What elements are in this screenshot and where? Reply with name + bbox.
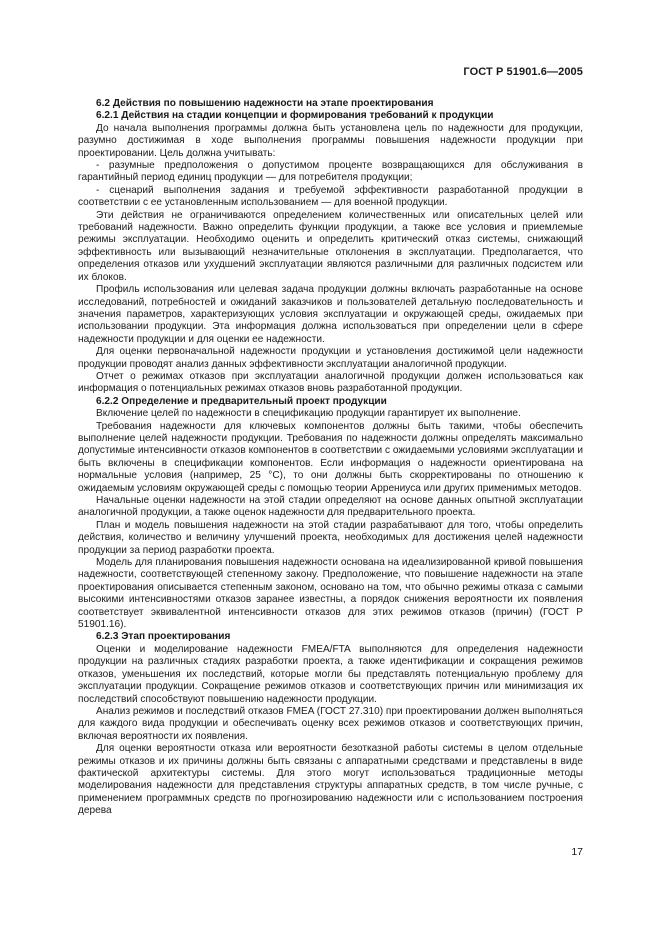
paragraph: Начальные оценки надежности на этой стадии определяют на основе данных опытной эксплуатации аналогичной продукции, а также оценок надежности для предварительного проекта. <box>78 495 583 519</box>
paragraph: Отчет о режимах отказов при эксплуатации аналогичной продукции должен использоваться как информация о потенциальных режимах отказов вновь разработанной продукции. <box>78 370 583 395</box>
document-id-header: ГОСТ Р 51901.6—2005 <box>463 66 583 78</box>
paragraph: До начала выполнения программы должна быть установлена цель по надежности для продукции, разумно достижимая в ходе выполнения программы повышения надежности продукции при проектировании. Цель должна учитывать: <box>78 122 583 159</box>
paragraph: Для оценки первоначальной надежности продукции и установления достижимой цели надежности продукции проводят анализ данных эффективности эксплуатации аналогичной продукции. <box>78 346 583 370</box>
subsection-heading: 6.2.2 Определение и предварительный проект продукции <box>96 395 387 407</box>
paragraph: Анализ режимов и последствий отказов FMEA (ГОСТ 27.310) при проектировании должен выполняться для каждого вида продукции и обеспечивать оценку всех режимов отказов и соответствующих причин, включая вероятности их появления. <box>78 705 583 742</box>
paragraph: Профиль использования или целевая задача продукции должны включать разработанные на основе исследований, потребностей и ожиданий заказчиков и пользователей детальную последовательность и значения параметров, характеризующих условия эксплуатации и окружающей среды, ожидаемых при использовании продукции. Эта информация должна использоваться при определении цели в сфере надежности продукции и для оценки ее надежности. <box>78 284 583 345</box>
paragraph: Включение целей по надежности в спецификацию продукции гарантирует их выполнение. <box>96 408 521 420</box>
list-item: - сценарий выполнения задания и требуемой эффективности разработанной продукции в соответствии с ее установленным использованием — для военной продукции. <box>78 184 583 209</box>
subsection-heading: 6.2.1 Действия на стадии концепции и формирования требований к продукции <box>96 110 494 122</box>
section-heading: 6.2 Действия по повышению надежности на этапе проектирования <box>96 98 434 109</box>
subsection-heading: 6.2.3 Этап проектирования <box>96 631 231 643</box>
paragraph: Требования надежности для ключевых компонентов должны быть такими, чтобы обеспечить выполнение целей надежности продукции. Требования по надежности должны определять максимально допустимые интенсивности отказов компонентов в соответствии с ожидаемыми условиями эксплуатации и быть включены в спецификации компонентов. Если информация о надежности ориентирована на нормальные условия (например, 25 °С), то они должны быть скорректированы по отношению к ожидаемым условиям окружающей среды с помощью теории Аррениуса или других применимых методов. <box>78 420 583 494</box>
paragraph: Модель для планирования повышения надежности основана на идеализированной кривой повышения надежности, соответствующей степенному закону. Предположение, что повышение надежности на этапе проектирования описывается степенным законом, основано на том, что обычно режимы отказа с самыми высокими интенсивностями отказов заранее известны, а порядок снижения вероятности их появления соответствует эквивалентной интенсивности отказов для этих режимов отказов (причин) (ГОСТ Р 51901.16). <box>78 557 583 631</box>
paragraph: Для оценки вероятности отказа или вероятности безотказной работы системы в целом отдельные режимы отказов и их причины должны быть связаны с аппаратными средствами и представлены в виде фактической архитектуры системы. Для этого могут использоваться традиционные методы моделирования надежности для представления структуры аппаратных средств, в том числе ручные, с применением программных средств по прогнозированию надежности или с использованием построения дерева <box>78 743 583 817</box>
body-text <box>78 98 583 818</box>
paragraph: Эти действия не ограничиваются определением количественных или описательных целей или требований надежности. Важно определить функции продукции, а также все условия и приемлемые режимы эксплуатации. Необходимо оценить и определить критический отказ системы, снижающий эффективность или вызывающий незначительные отклонения в эксплуатации. Предполагается, что определения отказов или ухудшений эксплуатации являются различными для различных подсистем или их блоков. <box>78 209 583 283</box>
paragraph: План и модель повышения надежности на этой стадии разрабатывают для того, чтобы определить действия, количество и величину улучшений проекта, необходимых для достижения целей надежности продукции за период разработки проекта. <box>78 519 583 556</box>
paragraph: Оценки и моделирование надежности FMEA/FTA выполняются для определения надежности продукции на различных стадиях разработки проекта, а также идентификации и сокращения режимов отказов, уменьшения их последствий, которые могли бы представлять потенциальную проблему для эксплуатации продукции. Сокращение режимов отказов и соответствующих причин или минимизация их последствий способствуют повышению надежности продукции. <box>78 643 583 705</box>
list-item: - разумные предположения о допустимом проценте возвращающихся для обслуживания в гарантийный период единиц продукции — для потребителя продукции; <box>78 160 583 184</box>
page-number: 17 <box>571 846 583 858</box>
